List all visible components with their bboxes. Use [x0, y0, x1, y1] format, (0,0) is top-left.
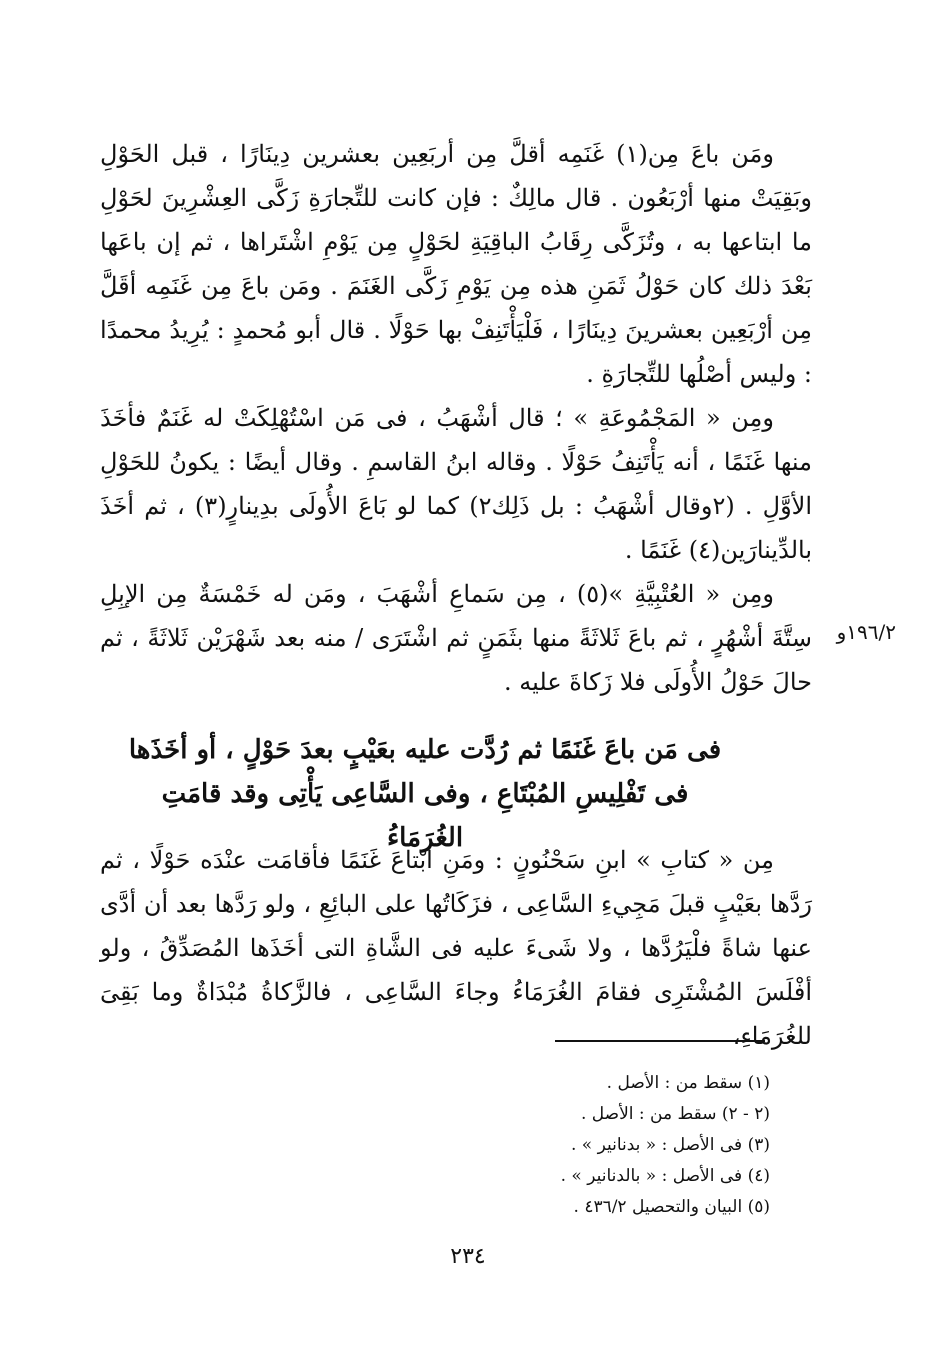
chapter-heading-line-2: فى تَفْلِيسِ المُبْتَاعِ ، وفى السَّاعِى يَأْتِى وقد قامَتِ الغُرَمَاءُ — [161, 779, 689, 853]
footnote-separator — [555, 1040, 765, 1042]
paragraph-3: ومِن « العُتْبِيَّةِ »(٥) ، مِن سَماعِ أشْهَبَ ، ومَن له خَمْسَةٌ مِن الإبِلِ سِتَّةَ أشْهُرٍ ، ثم باعَ ثَلاثَةً منها بثَمَنٍ ثم اشْتَرَى / منه بعد شَهْرَيْن ثَلاثَةً ، ثم حالَ حَوْلُ الأُولَى فلا زَكاةَ عليه . — [100, 580, 812, 696]
paragraph-2: ومِن « المَجْمُوعَةِ » ؛ قال أشْهَبُ ، فى مَن اسْتُهْلِكَتْ له غَنَمٌ فأخَذَ منها غَنَمًا ، أنه يَأْتَنِفُ حَوْلًا . وقاله ابنُ القاسمِ . وقال أيضًا : يكونُ للحَوْلِ الأوَّلِ . (٢وقال أشْهَبُ : بل ذَلِك٢) كما لو بَاعَ الأُولَى بدِينارٍ(٣) ، ثم أخَذَ بالدِّينارَين(٤) غَنَمًا . — [100, 404, 813, 564]
paragraph-1: ومَن باعَ مِن(١) غَنَمِه أقلَّ مِن أربَعِين بعشرين دِينَارًا ، قبل الحَوْلِ وبَقِيَتْ منها أرْبَعُون . قال مالِكٌ : فإن كانت للتِّجارَةِ زَكَّى العِشْرِينَ لحَوْلِ ما ابتاعها به ، وتُزَكَّى رِقَابُ الباقِيَةِ لحَوْلٍ مِن يَوْمِ اشْتَراها ، ثم إن باعَها بَعْدَ ذلك كان حَوْلُ ثَمَنِ هذه مِن يَوْمِ زَكَّى الغَنَمَ . ومَن باعَ مِن غَنَمِه أقَلَّ مِن أرْبَعِين بعشرينَ دِينَارًا ، فَلْيَأْتَنِفْ بها حَوْلًا . قال أبو مُحمدٍ : يُرِيدُ محمدًا : وليس أصْلُها للتِّجارَةِ . — [100, 140, 812, 388]
main-text — [100, 132, 812, 704]
chapter-heading-line-1: فى مَن باعَ غَنَمًا ثم رُدَّت عليه بعَيْبٍ بعدَ حَوْلٍ ، أو أخَذَها — [128, 735, 722, 765]
footnote-3: (٣) فى الأصل : « بدنانير » . — [570, 1135, 770, 1155]
footnote-5: (٥) البيان والتحصيل ٤٣٦/٢ . — [573, 1197, 770, 1217]
page-number: ٢٣٤ — [450, 1244, 486, 1269]
footnote-4: (٤) فى الأصل : « بالدنانير » . — [560, 1166, 770, 1186]
footnote-2: (٢ - ٢) سقط من : الأصل . — [580, 1104, 770, 1124]
footnotes — [470, 1068, 770, 1223]
main-text-continued — [100, 838, 812, 1058]
footnote-1: (١) سقط من : الأصل . — [606, 1073, 770, 1093]
margin-folio-note: ١٩٦/٢و — [836, 620, 896, 644]
paragraph-4: مِن « كتابِ » ابنِ سَحْنُونٍ : ومَنِ ابْتاعَ غَنَمًا فأقامَت عنْدَه حَوْلًا ، ثم رَدَّها بعَيْبٍ قبلَ مَجِيءِ السَّاعِى ، فزَكَاتُها على البائِعِ ، ولو رَدَّها بعد أن أدَّى عنها شاةً فلْيَرُدَّها ، ولا شَىءَ عليه فى الشَّاةِ التى أخَذَها المُصَدِّقُ ، ولو أفْلَسَ المُشْتَرِى فقامَ الغُرَمَاءُ وجاءَ السَّاعِى ، فالزَّكاةُ مُبْدَاةٌ وما بَقِىَ للغُرَمَاءِ، — [100, 846, 812, 1050]
